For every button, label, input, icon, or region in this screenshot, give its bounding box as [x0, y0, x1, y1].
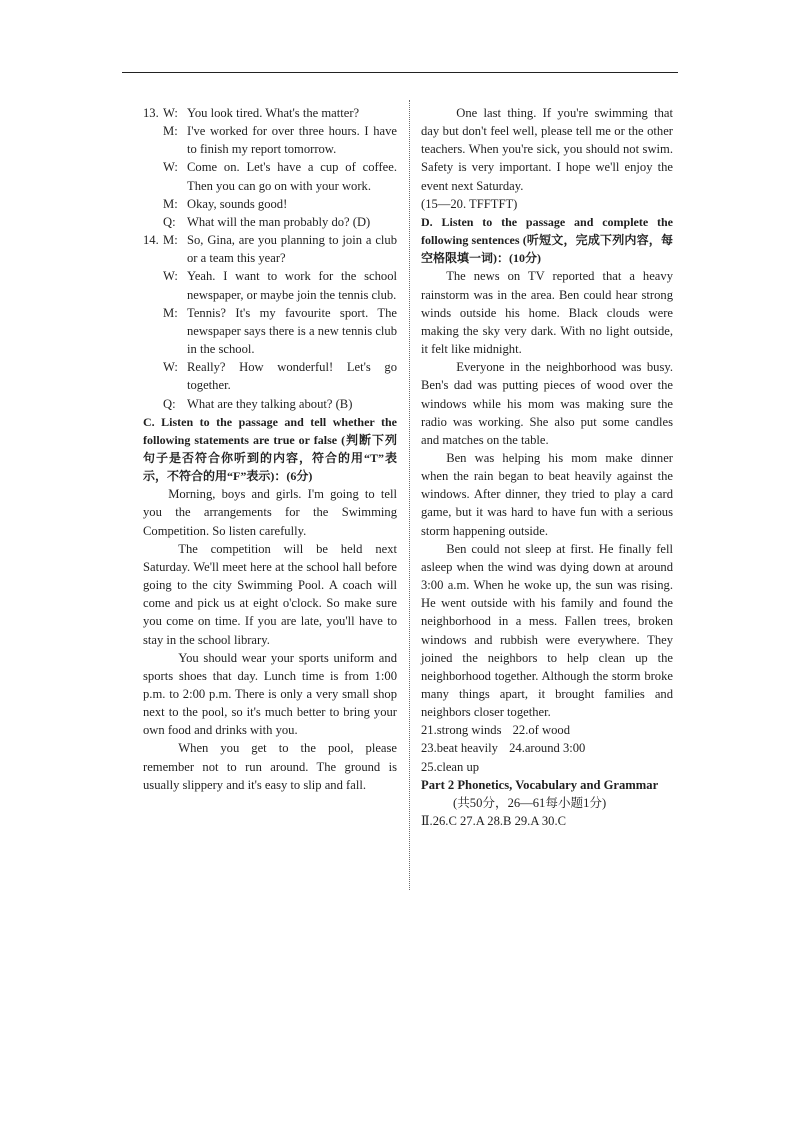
answer-item: 25.clean up: [421, 759, 480, 774]
answer-row: [421, 758, 673, 776]
speaker: W:: [163, 106, 178, 120]
dialogue-line: [143, 104, 397, 122]
answer-row: [421, 739, 673, 757]
passage-paragraph: Everyone in the neighborhood was busy. Ben's dad was putting pieces of wood over the windows while his mom was making sure the radio was working. She also put some candles and matches on the table.: [421, 360, 673, 447]
speaker: M:: [163, 196, 178, 211]
passage-paragraph: The competition will be held next Saturday. We'll meet here at the school hall before going to the city Swimming Pool. A coach will come and pick us at eight o'clock. So make sure you come on time. If you are late, you'll have to stay in the school library.: [143, 541, 397, 647]
dialogue-text: So, Gina, are you planning to join a club or a team this year?: [187, 233, 397, 266]
dialogue-line: [143, 304, 397, 358]
part2-subtitle: (共50分，26—61每小题1分): [453, 795, 607, 810]
passage-paragraph: One last thing. If you're swimming that day but don't feel well, please tell me or the other teachers. When you're sick, you should not swim. Safety is very important. I hope we'll enjoy the event next Saturday.: [421, 106, 673, 193]
passage-paragraph: The news on TV reported that a heavy rainstorm was in the area. Ben could hear strong winds outside his home. Black clouds were making the sky very dark. With no light outside, it felt like midnight.: [421, 269, 673, 357]
dialogue-line: [143, 395, 397, 413]
dialogue-line: [143, 213, 397, 231]
dialogue-line: [143, 158, 397, 194]
top-rule: [122, 72, 678, 73]
dialogue-line: [143, 231, 397, 267]
speaker: W:: [163, 360, 178, 375]
dialogue-text: Tennis? It's my favourite sport. The newspaper says there is a new tennis club in the school.: [187, 305, 397, 357]
column-divider: [409, 100, 410, 890]
dialogue-text: What will the man probably do? (D): [187, 214, 371, 229]
question-number: 14.: [143, 233, 159, 248]
speaker: M:: [163, 305, 178, 320]
answer-item: 21.strong winds: [421, 723, 502, 738]
dialogue-text: Yeah. I want to work for the school newspaper, or maybe join the tennis club.: [187, 269, 397, 302]
part2-title: Part 2 Phonetics, Vocabulary and Grammar: [421, 777, 659, 792]
dialogue-text: Okay, sounds good!: [187, 196, 288, 211]
dialogue-text: You look tired. What's the matter?: [187, 106, 360, 120]
dialogue-line: [143, 267, 397, 303]
passage-paragraph: Morning, boys and girls. I'm going to tell you the arrangements for the Swimming Competition. So listen carefully.: [143, 487, 397, 538]
answer-item: 24.around 3:00: [509, 741, 586, 756]
dialogue-text: I've worked for over three hours. I have to finish my report tomorrow.: [187, 124, 397, 157]
answer-item: 23.beat heavily: [421, 741, 498, 756]
answer-row: [421, 721, 673, 739]
question-number: 13.: [143, 106, 159, 120]
answers-15-20: (15—20. TFFTFT): [421, 196, 518, 211]
section-c-heading: C. Listen to the passage and tell whether the following statements are true or false (判断下列句子是否符合你听到的内容，符合的用“T”表示，不符合的用“F”表示)：(6分): [143, 414, 397, 484]
passage-paragraph: Ben was helping his mom make dinner when the rain began to beat heavily against the windows. After dinner, they tried to play a card game, but it was hard to have fun with a serious storm happening outside.: [421, 450, 673, 538]
speaker: M:: [163, 124, 178, 139]
dialogue-line: [143, 122, 397, 158]
speaker: Q:: [163, 214, 176, 229]
dialogue-text: Really? How wonderful! Let's go together.: [187, 360, 397, 393]
dialogue-text: What are they talking about? (B): [187, 396, 353, 411]
speaker: M:: [163, 233, 178, 248]
section-d-heading: D. Listen to the passage and complete the following sentences (听短文，完成下列内容，每空格限填一词)：(10分): [421, 214, 673, 266]
speaker: W:: [163, 160, 178, 175]
answer-item: 22.of wood: [512, 723, 570, 738]
passage-paragraph: You should wear your sports uniform and sports shoes that day. Lunch time is from 1:00 p.m. to 2:00 p.m. There is only a very small shop next to the pool, so it's much better to bring your own food and drinks with you.: [143, 650, 397, 738]
passage-paragraph: Ben could not sleep at first. He finally fell asleep when the wind was dying down at around 3:00 a.m. When he woke up, the sun was rising. He went outside with his family and found the neighborhood in a mess. Fallen trees, broken windows and rubbish were everywhere. They joined the neighbors to help clean up the neighborhood together. Although the storm broke many things apart, it brought families and neighbors closer together.: [421, 541, 673, 720]
speaker: Q:: [163, 396, 176, 411]
part2-answers: Ⅱ.26.C 27.A 28.B 29.A 30.C: [421, 814, 567, 829]
passage-paragraph: When you get to the pool, please remember not to run around. The ground is usually slippery and it's easy to slip and fall.: [143, 741, 397, 792]
left-column: [143, 104, 397, 794]
dialogue-line: [143, 358, 397, 394]
speaker: W:: [163, 269, 178, 284]
dialogue-text: Come on. Let's have a cup of coffee. Then you can go on with your work.: [187, 160, 397, 193]
right-column: [421, 104, 673, 830]
dialogue-line: [143, 195, 397, 213]
